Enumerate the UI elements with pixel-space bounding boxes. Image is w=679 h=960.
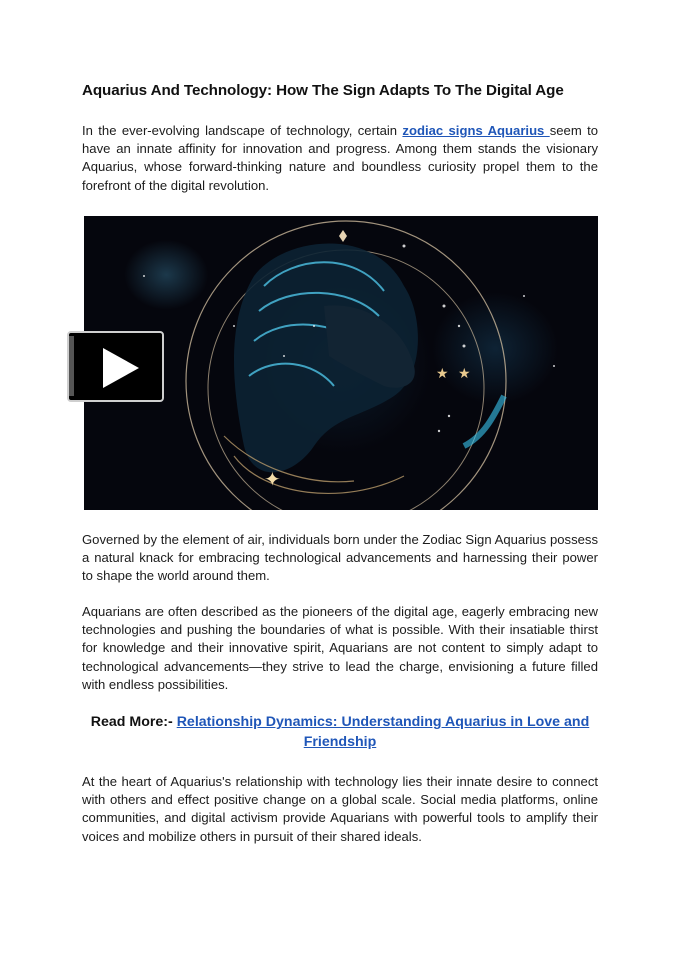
intro-paragraph [82,122,598,195]
intro-text-before: In the ever-evolving landscape of technology, certain [82,123,403,138]
read-more-label: Read More:- [90,714,177,730]
svg-text:★: ★ [436,365,449,381]
intro-text-after: seem to have an innate affinity for innovation and progress. Among them stands the visionary Aquarius, whose forward-thinking nature and boundless curiosity propel them to the forefront of the digital revolution. [82,123,598,193]
body-paragraph-1: Governed by the element of air, individuals born under the Zodiac Sign Aquarius possess a natural knack for embracing technological advancements and harnessing their power to shape the world around them. [82,532,598,584]
svg-text:✦: ✦ [264,469,281,491]
body-paragraph-3: At the heart of Aquarius's relationship with technology lies their innate desire to connect with others and effect positive change on a global scale. Social media platforms, online communities, and digital activism provide Aquarians with powerful tools to amplify their voices and mobilize others in pursuit of their shared ideals. [82,774,598,844]
article-title: Aquarius And Technology: How The Sign Adapts To The Digital Age [82,82,564,99]
zodiac-signs-link[interactable]: zodiac signs Aquarius [402,123,550,138]
read-more-link[interactable]: Relationship Dynamics: Understanding Aquarius in Love and Friendship [176,714,590,750]
read-more-block [82,713,598,752]
body-paragraph-2: Aquarians are often described as the pioneers of the digital age, eagerly embracing new technologies and pushing the boundaries of what is possible. With their insatiable thirst for knowledge and their innovative spirit, Aquarians are not content to simply adapt to technological advancements—they strive to lead the charge, envisioning a future filled with endless possibilities. [82,604,598,692]
svg-text:★: ★ [458,365,471,381]
play-button[interactable] [67,331,164,402]
play-icon [103,348,139,388]
